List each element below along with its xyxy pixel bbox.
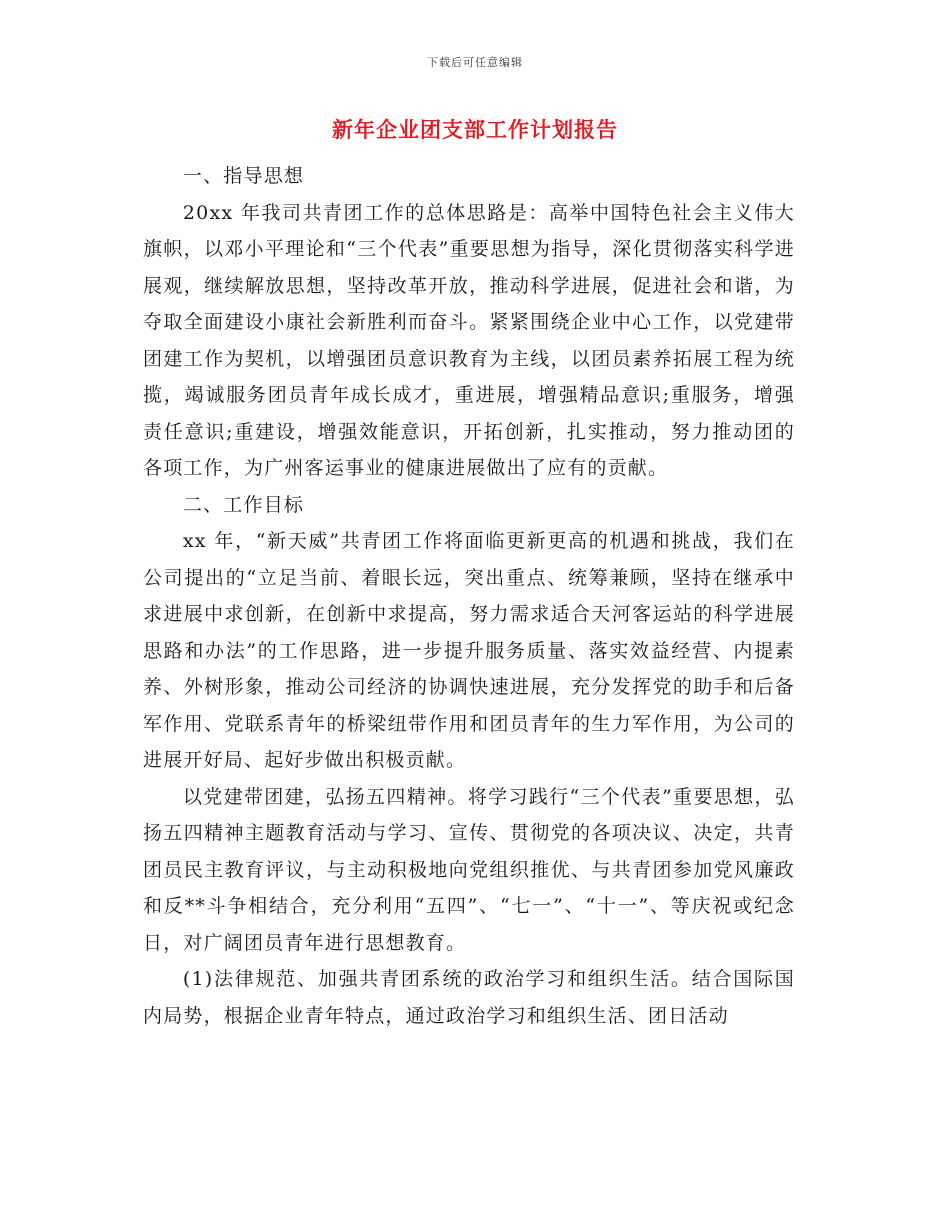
section-heading-work-goals: 二、工作目标: [182, 493, 305, 516]
paragraph: (1)法律规范、加强共青团系统的政治学习和组织生活。结合国际国内局势，根据企业青年特点，通过政治学习和组织生活、团日活动: [143, 968, 795, 1027]
paragraph: 以党建带团建，弘扬五四精神。将学习践行“三个代表”重要思想，弘扬五四精神主题教育活动与学习、宣传、贯彻党的各项决议、决定，共青团员民主教育评议，与主动积极地向党组织推优、与共青团参加党风廉政和反**斗争相结合，充分利用“五四”、“七一”、“十一”、等庆祝或纪念日，对广阔团员青年进行思想教育。: [143, 785, 795, 954]
document-title: 新年企业团支部工作计划报告: [332, 117, 618, 142]
paragraph: xx 年，“新天威”共青团工作将面临更新更高的机遇和挑战，我们在公司提出的“立足当前、着眼长远，突出重点、统筹兼顾，坚持在继承中求进展中求创新，在创新中求提高，努力需求适合天河客运站的科学进展思路和办法”的工作思路，进一步提升服务质量、落实效益经营、内提素养、外树形象，推动公司经济的协调快速进展，充分发挥党的助手和后备军作用、党联系青年的桥梁纽带作用和团员青年的生力军作用，为公司的进展开好局、起好步做出积极贡献。: [143, 530, 795, 771]
page-header-note: 下载后可任意编辑: [427, 56, 523, 69]
document-body: [143, 158, 795, 1034]
section-heading-guiding-ideology: 一、指导思想: [182, 165, 305, 187]
paragraph: 20xx 年我司共青团工作的总体思路是：高举中国特色社会主义伟大旗帜，以邓小平理论和“三个代表”重要思想为指导，深化贯彻落实科学进展观，继续解放思想，坚持改革开放，推动科学进展，促进社会和谐，为夺取全面建设小康社会新胜利而奋斗。紧紧围绕企业中心工作，以党建带团建工作为契机，以增强团员意识教育为主线，以团员素养拓展工程为统揽，竭诚服务团员青年成长成才，重进展，增强精品意识;重服务，增强责任意识;重建设，增强效能意识，开拓创新，扎实推动，努力推动团的各项工作，为广州客运事业的健康进展做出了应有的贡献。: [143, 201, 795, 479]
